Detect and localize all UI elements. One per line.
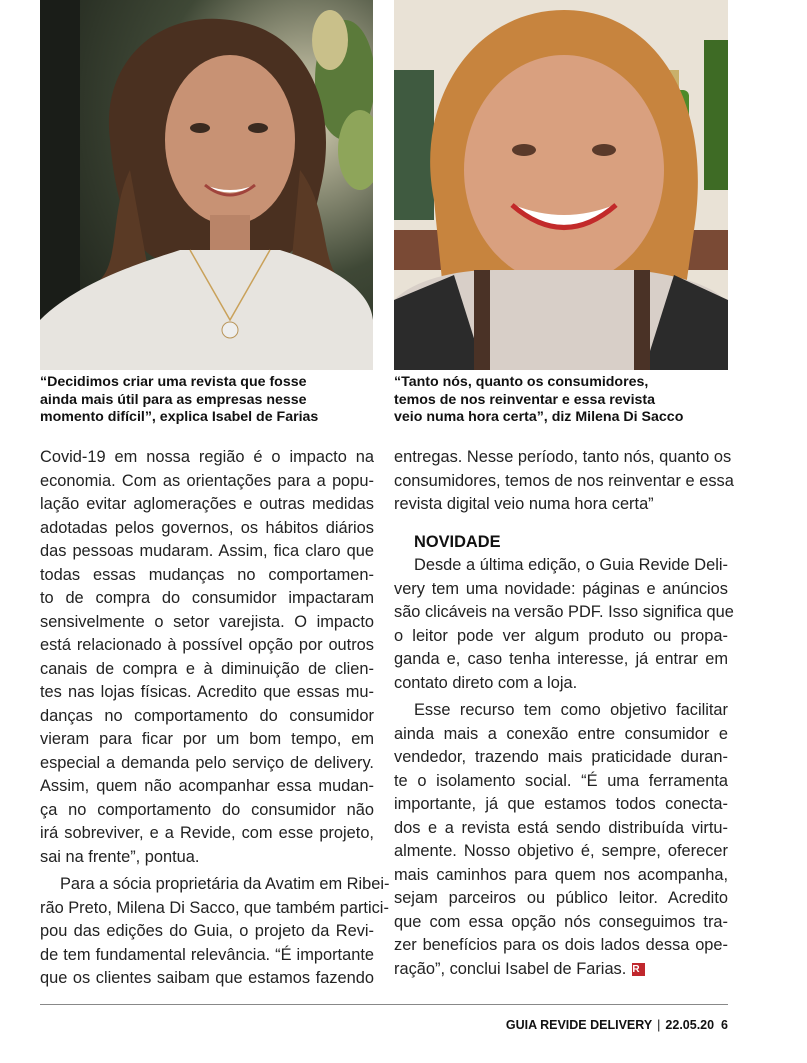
text-line: pou das edições do Guia, o projeto da Revi- bbox=[40, 922, 374, 940]
end-of-article-mark-icon: R bbox=[632, 963, 645, 976]
final-text: ração”, conclui Isabel de Farias. bbox=[394, 959, 627, 978]
page-number: 6 bbox=[721, 1018, 728, 1032]
text-line: vendedor, trazendo mais praticidade duran- bbox=[394, 748, 728, 766]
issue-date: 22.05.20 bbox=[665, 1018, 715, 1032]
caption-line: temos de nos reinventar e essa revista bbox=[394, 391, 656, 408]
text-line: de tem fundamental relevância. “É importante bbox=[40, 945, 374, 964]
footer-divider bbox=[40, 1004, 728, 1005]
article-column-right bbox=[394, 446, 734, 981]
text-line: sejam parceiros ou público leitor. Acredito bbox=[394, 889, 728, 907]
text-line: das pessoas mudaram. Assim, fica claro que bbox=[40, 542, 374, 560]
text-line: Esse recurso tem como objetivo facilitar bbox=[414, 701, 728, 719]
photo-caption-right bbox=[394, 374, 683, 427]
text-line: sensivelmente o setor varejista. O impacto bbox=[40, 612, 374, 631]
text-line: ganda e, caso tenha interesse, já entrar em bbox=[394, 650, 728, 668]
text-line: danças no comportamento do consumidor bbox=[40, 706, 374, 725]
text-line: ça no comportamento do consumidor não bbox=[40, 800, 374, 819]
text-line: todas essas mudanças no comportamen- bbox=[40, 565, 374, 584]
text-line: Para a sócia proprietária da Avatim em Ribei- bbox=[60, 875, 390, 893]
text-line: que com essa opção nós conseguimos tra- bbox=[394, 912, 728, 931]
text-line: dos e a revista está sendo distribuída virtu- bbox=[394, 818, 728, 837]
text-line: rão Preto, Milena Di Sacco, que também partici- bbox=[40, 898, 389, 917]
text-line: ainda mais a conexão entre consumidor e bbox=[394, 724, 728, 743]
text-line: Assim, quem não acompanhar essa mudan- bbox=[40, 777, 374, 795]
article-column-left bbox=[40, 446, 390, 991]
caption-line: “Tanto nós, quanto os consumidores, bbox=[394, 374, 649, 390]
text-line: te o isolamento social. “É uma ferramenta bbox=[394, 771, 728, 790]
text-line: está relacionado à possível opção por outros bbox=[40, 636, 374, 654]
photo-caption-left bbox=[40, 374, 318, 427]
text-line: Desde a última edição, o Guia Revide Deli- bbox=[414, 556, 728, 574]
text-line: lação evitar aglomerações e outras medidas bbox=[40, 495, 374, 513]
section-heading: NOVIDADE bbox=[414, 532, 501, 551]
text-line: to de compra do consumidor impactaram bbox=[40, 589, 374, 607]
text-line: consumidores, temos de nos reinventar e essa bbox=[394, 471, 734, 490]
text-line: vieram para ficar por um bom tempo, em bbox=[40, 730, 374, 748]
text-line: são clicáveis na versão PDF. Isso significa que bbox=[394, 603, 734, 621]
text-line: canais de compra e à diminuição de clien- bbox=[40, 659, 374, 678]
portrait-woman-dark-hair-image bbox=[40, 0, 373, 370]
photo-milena-di-sacco bbox=[394, 0, 728, 370]
text-line: almente. Nosso objetivo é, sempre, oferecer bbox=[394, 842, 728, 860]
publication-name: GUIA REVIDE DELIVERY bbox=[505, 1018, 653, 1032]
text-line-final bbox=[394, 958, 728, 982]
caption-line: veio numa hora certa”, diz Milena Di Sacco bbox=[394, 409, 684, 425]
text-line: que os clientes saibam que estamos fazendo bbox=[40, 969, 374, 987]
text-line: adotadas pelos governos, os hábitos diários bbox=[40, 518, 374, 537]
portrait-woman-blonde-hair-image bbox=[394, 0, 728, 370]
caption-line: momento difícil”, explica Isabel de Farias bbox=[40, 409, 319, 425]
text-line: importante, já que estamos todos conecta- bbox=[394, 795, 728, 813]
photo-isabel-de-farias bbox=[40, 0, 373, 370]
caption-line: “Decidimos criar uma revista que fosse bbox=[40, 374, 307, 390]
text-line: mais caminhos para quem nos acompanha, bbox=[394, 865, 728, 884]
text-line: Covid-19 em nossa região é o impacto na bbox=[40, 448, 374, 466]
text-line: economia. Com as orientações para a popu- bbox=[40, 471, 374, 490]
text-line: contato direto com a loja. bbox=[394, 673, 578, 692]
footer-separator: | bbox=[657, 1018, 661, 1032]
text-line: entregas. Nesse período, tanto nós, quanto os bbox=[394, 448, 732, 466]
page-footer bbox=[506, 1018, 728, 1032]
text-line: zer benefícios para os dois lados dessa ope- bbox=[394, 936, 728, 954]
text-line: revista digital veio numa hora certa” bbox=[394, 495, 654, 513]
text-line: especial a demanda pelo serviço de delivery. bbox=[40, 753, 374, 772]
text-line: very tem uma novidade: páginas e anúncios bbox=[394, 579, 728, 598]
text-line: irá sobreviver, e a Revide, com esse projeto, bbox=[40, 824, 374, 842]
text-line: tes nas lojas físicas. Acredito que essas mu- bbox=[40, 683, 374, 701]
text-line: sai na frente”, pontua. bbox=[40, 847, 200, 866]
caption-line: ainda mais útil para as empresas nesse bbox=[40, 391, 307, 408]
text-line: o leitor pode ver algum produto ou propa- bbox=[394, 626, 728, 645]
